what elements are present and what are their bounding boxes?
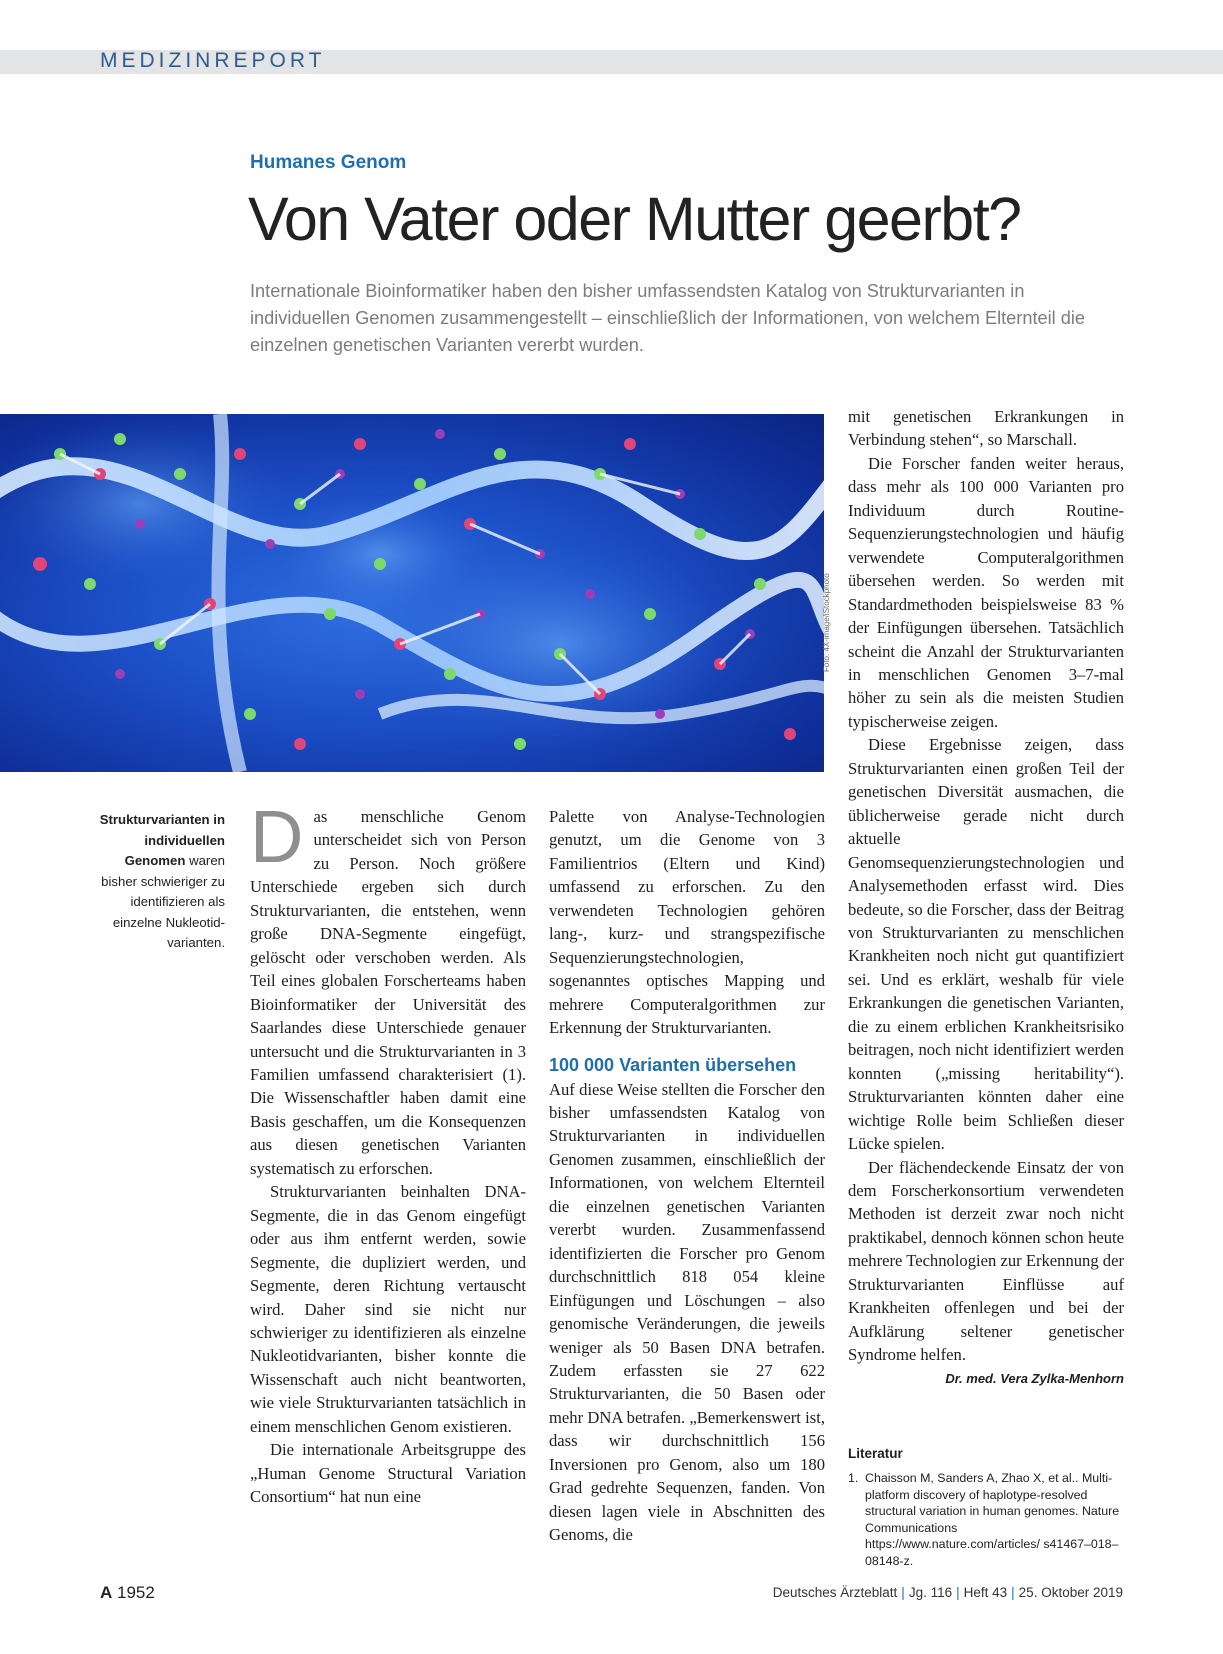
literature-item [848, 1470, 1128, 1569]
separator: | [1011, 1585, 1015, 1600]
drop-cap: D [250, 795, 304, 878]
body-paragraph: Palette von Analyse-Technologien genutzt, um die Genome von 3 Familientrios (Eltern und Kind) umfassend zu erforschen. Zu den verwendeten Technologien gehören lang-, kurz- und strangspezifische Sequenzierungstechnologien, sogenanntes optisches Mapping und mehrere Computeralgorithmen zur Erkennung der Strukturvarianten. [549, 807, 825, 1038]
body-paragraph: Diese Ergebnisse zeigen, dass Strukturvarianten einen großen Teil der genetischen Diversität ausmachen, die üblicherweise gerade nicht durch aktuelle Genomsequenzierungstechnologien und Analysemethoden erfasst wird. Dies bedeute, so die Forscher, dass der Beitrag von Strukturvarianten zu menschlichen Krankheiten noch nicht gut quantifiziert sei. Und es erklärt, weshalb für viele Erkrankungen die genetischen Varianten, die zu einem erblichen Krankheitsrisiko beitragen, noch nicht identifiziert werden konnten („missing heritability“). Strukturvarianten könnten daher eine wichtige Rolle beim Schließen dieser Lücke spielen. [848, 735, 1124, 1154]
page-number-value: 1952 [117, 1583, 155, 1602]
body-paragraph: mit genetischen Erkrankungen in Verbindung stehen“, so Marschall. [848, 407, 1124, 450]
literature-text: Chaisson M, Sanders A, Zhao X, et al.. Multi-platform discovery of haplotype-resolved structural variation in human genomes. Nature Communications https://www.nature.com/articles/ s41467–018–08148-z. [865, 1471, 1120, 1568]
journal-info [773, 1585, 1123, 1600]
journal-date: 25. Oktober 2019 [1018, 1585, 1123, 1600]
image-caption [92, 810, 225, 954]
page-prefix: A [100, 1583, 113, 1602]
body-paragraph-last [848, 1156, 1124, 1386]
caption-bold: Strukturvarianten in individuellen Genomen [99, 812, 225, 868]
article-kicker: Humanes Genom [250, 152, 407, 173]
journal-volume: Jg. 116 [908, 1585, 953, 1600]
article-lead: Internationale Bioinformatiker haben den bisher umfassendsten Katalog von Strukturvarianten in individuellen Genomen zusammengestellt – einschließlich der Informationen, von welchem Elternteil die einzelnen genetischen Varianten vererbt wurden. [250, 281, 1086, 355]
caption-text: waren bisher schwieriger zu identifizieren als einzelne Nukleotidvarianten. [101, 853, 225, 950]
separator: | [901, 1585, 905, 1600]
body-paragraph: Die internationale Arbeitsgruppe des „Human Genome Structural Variation Consortium“ hat nun eine [250, 1440, 526, 1507]
journal-name: Deutsches Ärzteblatt [772, 1585, 898, 1600]
body-paragraph: Die Forscher fanden weiter heraus, dass mehr als 100 000 Varianten pro Individuum durch Routine-Sequenzierungstechnologien und häufig verwendete Computeralgorithmen übersehen werden. So werden mit Standardmethoden beispielsweise 83 % der Einfügungen übersehen. Tatsächlich scheint die Anzahl der Strukturvarianten in menschlichen Genomen 3–7-mal höher zu sein als die meisten Studien typischerweise zeigen. [848, 453, 1124, 731]
journal-issue: Heft 43 [963, 1585, 1008, 1600]
body-paragraph: Auf diese Weise stellten die Forscher den bisher umfassendsten Katalog von Strukturvarianten in individuellen Genomen zusammen, einschließlich der Informationen, von welchem Elternteil die einzelnen genetischen Varianten vererbt wurden. Zusammenfassend identifizierten die Forscher pro Genom durchschnittlich 818 054 kleine Einfügungen und Löschungen – also genomische Veränderungen, die jeweils weniger als 50 Basen DNA betrafen. Zudem erfassten sie 27 622 Strukturvarianten, die 50 Basen oder mehr DNA betrafen. „Bemerkenswert ist, dass wir durchschnittlich 156 Inversionen pro Genom, also um 180 Grad gedrehte Sequenzen, fanden. Von diesen lagen viele in Abschnitten des Genoms, die [549, 1079, 825, 1545]
body-paragraph: Strukturvarianten beinhalten DNA-Segmente, die in das Genom eingefügt oder aus ihm entfernt werden, sowie Segmente, die dupliziert werden, und Segmente, deren Richtung vertauscht wird. Daher sind sie nicht nur schwieriger zu identifizieren als einzelne Nukleotidvarianten, bisher konnte die Wissenschaft auch nicht beantworten, wie viele Strukturvarianten tatsächlich in einem menschlichen Genom existieren. [250, 1182, 526, 1436]
article-headline: Von Vater oder Mutter geerbt? [248, 185, 1021, 253]
body-column-1 [250, 795, 526, 1509]
body-paragraph: as menschliche Genom unterscheidet sich von Person zu Person. Noch größere Unterschiede ergeben sich durch Strukturvarianten, die entstehen, wenn große DNA-Segmente eingefügt, gelöscht oder verschoben werden. Als Teil eines globalen Forscherteams haben Bioinformatiker der Universität des Saarlandes diese Unterschiede genauer untersucht und die Strukturvarianten in 3 Familien umfassend charakterisiert (1). Die Wissenschaftler haben damit eine Basis geschaffen, um die Konsequenzen aus diesen genetischen Varianten systematisch zu erforschen. [250, 807, 526, 1178]
literature-list [848, 1470, 1128, 1569]
body-column-3 [848, 405, 1124, 1390]
photo-credit: Foto: 4X-image/iStockphoto [822, 573, 831, 672]
dna-helix-graphic [0, 414, 824, 772]
literature-title: Literatur [848, 1446, 903, 1461]
body-paragraph-text: Der flächendeckende Einsatz der von dem Forscherkonsortium verwendeten Methoden ist derzeit zwar noch nicht praktikabel, dennoch können schon heute mehrere Technologien zur Erkennung der Strukturvarianten Einflüsse auf Krankheiten offenlegen und bei der Aufklärung seltener genetischer Syndrome helfen. [848, 1157, 1124, 1365]
author-byline: Dr. med. Vera Zylka-Menhorn [945, 1370, 1124, 1386]
literature-number: 1. [848, 1471, 859, 1485]
body-column-2 [549, 805, 825, 1547]
dna-illustration [0, 414, 824, 772]
section-label: MEDIZINREPORT [100, 49, 326, 72]
separator: | [956, 1585, 960, 1600]
section-subhead: 100 000 Varianten übersehen [549, 1054, 797, 1075]
page-number [100, 1583, 155, 1603]
